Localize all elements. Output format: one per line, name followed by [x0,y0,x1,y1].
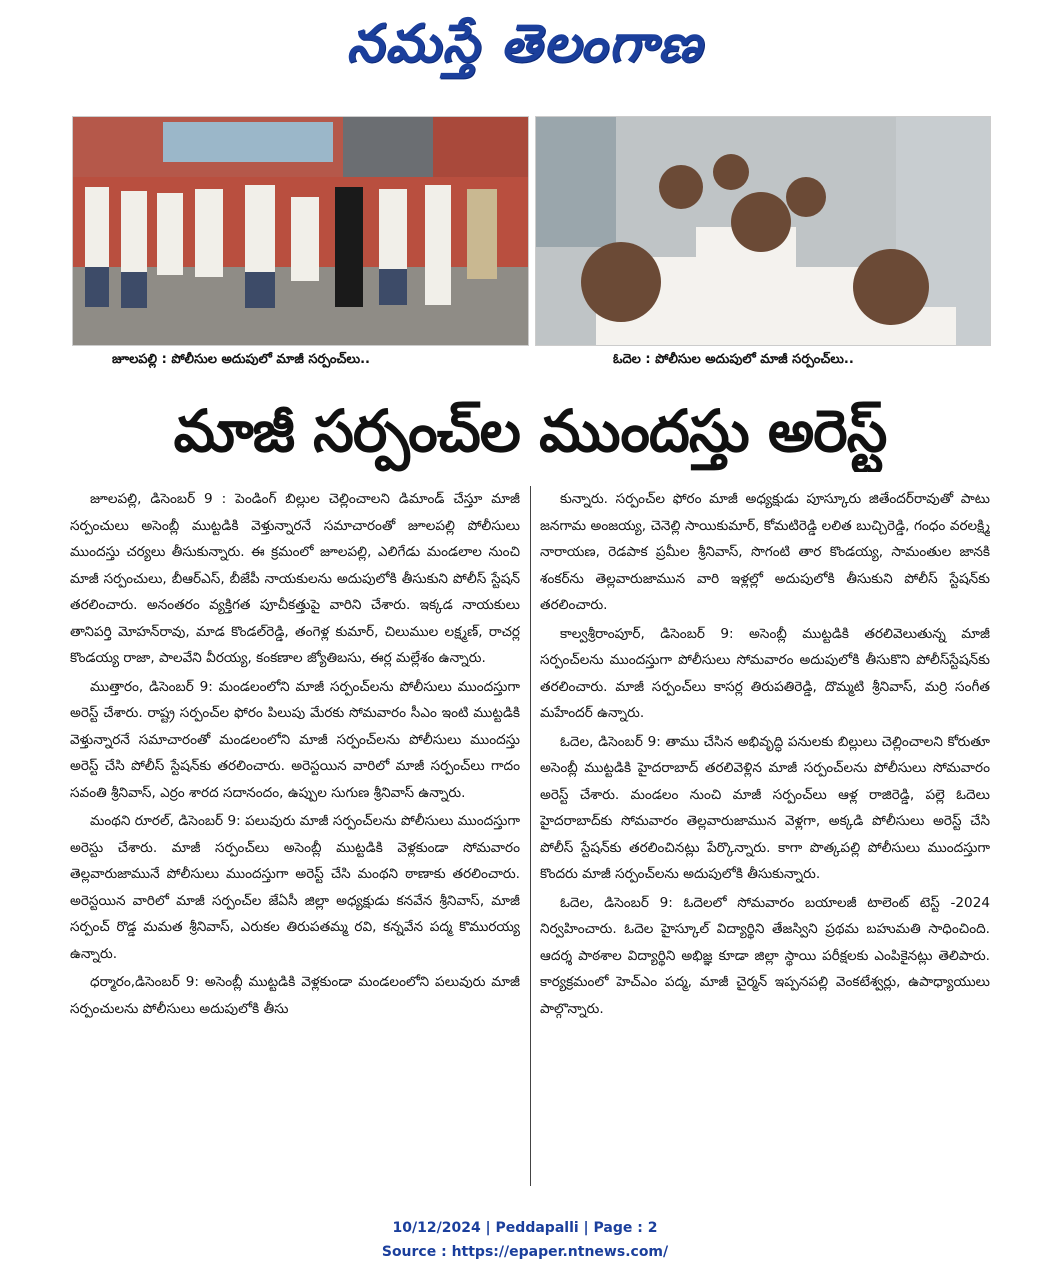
paragraph: జూలపల్లి, డిసెంబర్ 9 : పెండింగ్ బిల్లుల చెల్లించాలని డిమాండ్ చేస్తూ మాజీ సర్పంచులు అసెంబ్లీ ముట్టడికి వెళ్తున్నారనే సమాచారంతో జూలపల్లి పోలీసులు ముందస్తు చర్యలు తీసుకున్నారు. ఈ క్రమంలో జూలపల్లి, ఎలిగేడు మండలాల నుంచి మాజీ సర్పంచులు, బీఆర్ఎస్, బీజేపీ నాయకులను అదుపులోకి తీసుకుని పోలీస్ స్టేషన్ తరలించారు. అనంతరం వ్యక్తిగత పూచీకత్తుపై వారిని చేశారు. ఇక్కడ నాయకులు తానిపర్తి మోహన్‌రావు, మాడ కొండల్‌రెడ్డి, తంగెళ్ల కుమార్, చిలుముల లక్ష్మణ్, రాచర్ల కొండయ్య రాజా, పాలవేని వీరయ్య, కంకణాల జ్యోతిబసు, ఈర్ల మల్లేశం ఉన్నారు. [70,491,520,666]
photo-odela [535,116,991,346]
paragraph: కున్నారు. సర్పంచ్‌ల ఫోరం మాజీ అధ్యక్షుడు పూస్కూరు జితేందర్‌రావుతో పాటు జనగామ అంజయ్య, చెనెల్లి సాయికుమార్, కోమటిరెడ్డి లలిత బుచ్చిరెడ్డి, గంధం వరలక్ష్మి నారాయణ, రెడపాక ప్రమీల శ్రీనివాస్, సొగంటి తార కొండయ్య, సామంతుల జానకి శంకర్‌ను తెల్లవారుజామున వారి ఇళ్లల్లో అదుపులోకి తీసుకుని పోలీస్ స్టేషన్‌కు తరలించారు. [540,491,990,613]
column-divider [530,486,531,1186]
newspaper-logo: నమస్తే తెలంగాణ [346,13,704,74]
paragraph: ఓదెల, డిసెంబర్ 9: తాము చేసిన అభివృద్ధి పనులకు బిల్లులు చెల్లించాలని కోరుతూ అసెంబ్లీ ముట్టడికి హైదరాబాద్ తరలివెళ్లిన మాజీ సర్పంచ్‌లను పోలీసులు సోమవారం అరెస్ట్ చేశారు. మండలం నుంచి మాజీ సర్పంచ్‌లు ఆళ్ల రాజిరెడ్డి, పల్లె ఓదెలు హైదరాబాద్‌కు సోమవారం తెల్లవారుజామున వెళ్లగా, అక్కడి పోలీసులు అరెస్ట్ చేసి పోలీస్ స్టేషన్‌కు తరలించినట్లు పేర్కొన్నారు. కాగా పొత్కపల్లి పోలీసులు ముందస్తుగా కొందరు మాజీ సర్పంచ్‌లను అదుపులోకి తీసుకున్నారు. [540,733,990,882]
paragraph: ధర్మారం,డిసెంబర్ 9: అసెంబ్లీ ముట్టడికి వెళ్లకుండా మండలంలోని పలువురు మాజీ సర్పంచులను పోలీసులు అదుపులోకి తీసు [70,974,520,1017]
article-column-left [70,486,520,1186]
footer-source: Source : https://epaper.ntnews.com/ [381,1244,669,1260]
photo-caption-left: జూలపల్లి : పోలీసుల అదుపులో మాజీ సర్పంచ్‌లు.. [112,352,370,367]
headline: మాజీ సర్పంచ్‌ల ముందస్తు అరెస్ట్ [173,397,887,465]
photo-julapalli [72,116,529,346]
footer-date-edition: 10/12/2024 | Peddapalli | Page : 2 [392,1220,658,1236]
paragraph: ముత్తారం, డిసెంబర్ 9: మండలంలోని మాజీ సర్పంచ్‌లను పోలీసులు ముందస్తుగా అరెస్ట్ చేశారు. రాష్ట్ర సర్పంచ్‌ల ఫోరం పిలుపు మేరకు సోమవారం సీఎం ఇంటి ముట్టడికి వెళ్తున్నారనే సమాచారంతో మండలంలోని మాజీ సర్పంచ్‌లను పోలీసులు ముందస్తు అరెస్ట్ చేసి పోలీస్ స్టేషన్‌కు తరలించారు. అరెస్టయిన వారిలో మాజీ సర్పంచ్‌లు గాదం సవంతి శ్రీనివాస్, ఎర్రం శారద సదానందం, ఉప్పుల సుగుణ శ్రీనివాస్ ఉన్నారు. [70,678,520,801]
article-column-right [540,486,990,1186]
paragraph: కాల్వశ్రీరాంపూర్, డిసెంబర్ 9: అసెంబ్లీ ముట్టడికి తరలివెలుతున్న మాజీ సర్పంచ్‌లను ముందస్తుగా పోలీసులు సోమవారం అదుపులోకి తీసుకొని పోలీస్‌స్టేషన్‌కు తరలించారు. మాజీ సర్పంచ్‌లు కాసర్ల తిరుపతిరెడ్డి, దొమ్మటి శ్రీనివాస్, మర్రి సంగీత మహేందర్ ఉన్నారు. [540,625,990,721]
paragraph: మంథని రూరల్, డిసెంబర్ 9: పలువురు మాజీ సర్పంచ్‌లను పోలీసులు ముందస్తుగా అరెస్టు చేశారు. మాజీ సర్పంచ్‌లు అసెంబ్లీ ముట్టడికి వెళ్లకుండా సోమవారం తెల్లవారుజామునే పోలీసులు ముందస్తుగా అరెస్ట్ చేసి మంథని ఠాణాకు తరలించారు. అరెస్టయిన వారిలో మాజీ సర్పంచ్‌ల జేఏసీ జిల్లా అధ్యక్షుడు కనవేన శ్రీనివాస్, మాజీ సర్పంచ్ రొడ్డ మమత శ్రీనివాస్, ఎరుకల తిరుపతమ్మ రవి, కన్నవేన పద్మ కొమురయ్య ఉన్నారు. [70,813,520,962]
photo-caption-right: ఓదెల : పోలీసుల అదుపులో మాజీ సర్పంచ్‌లు.. [613,352,854,367]
masthead [0,4,1050,94]
paragraph: ఓదెల, డిసెంబర్ 9: ఓదెలలో సోమవారం బయాలజీ టాలెంట్ టెస్ట్ -2024 నిర్వహించారు. ఓదెల హైస్కూల్ విద్యార్థిని తేజస్విని ప్రథమ బహుమతి సాధించింది. ఆదర్శ పాఠశాల విద్యార్థిని అభిజ్ఞ కూడా జిల్లా స్థాయి పరీక్షలకు ఎంపికైనట్లు తెలిపారు. కార్యక్రమంలో హెచ్ఎం పద్మ, మాజీ చైర్మన్ ఇప్పనపల్లి వెంకటేశ్వర్లు, ఉపాధ్యాయులు పాల్గొన్నారు. [540,894,990,1017]
